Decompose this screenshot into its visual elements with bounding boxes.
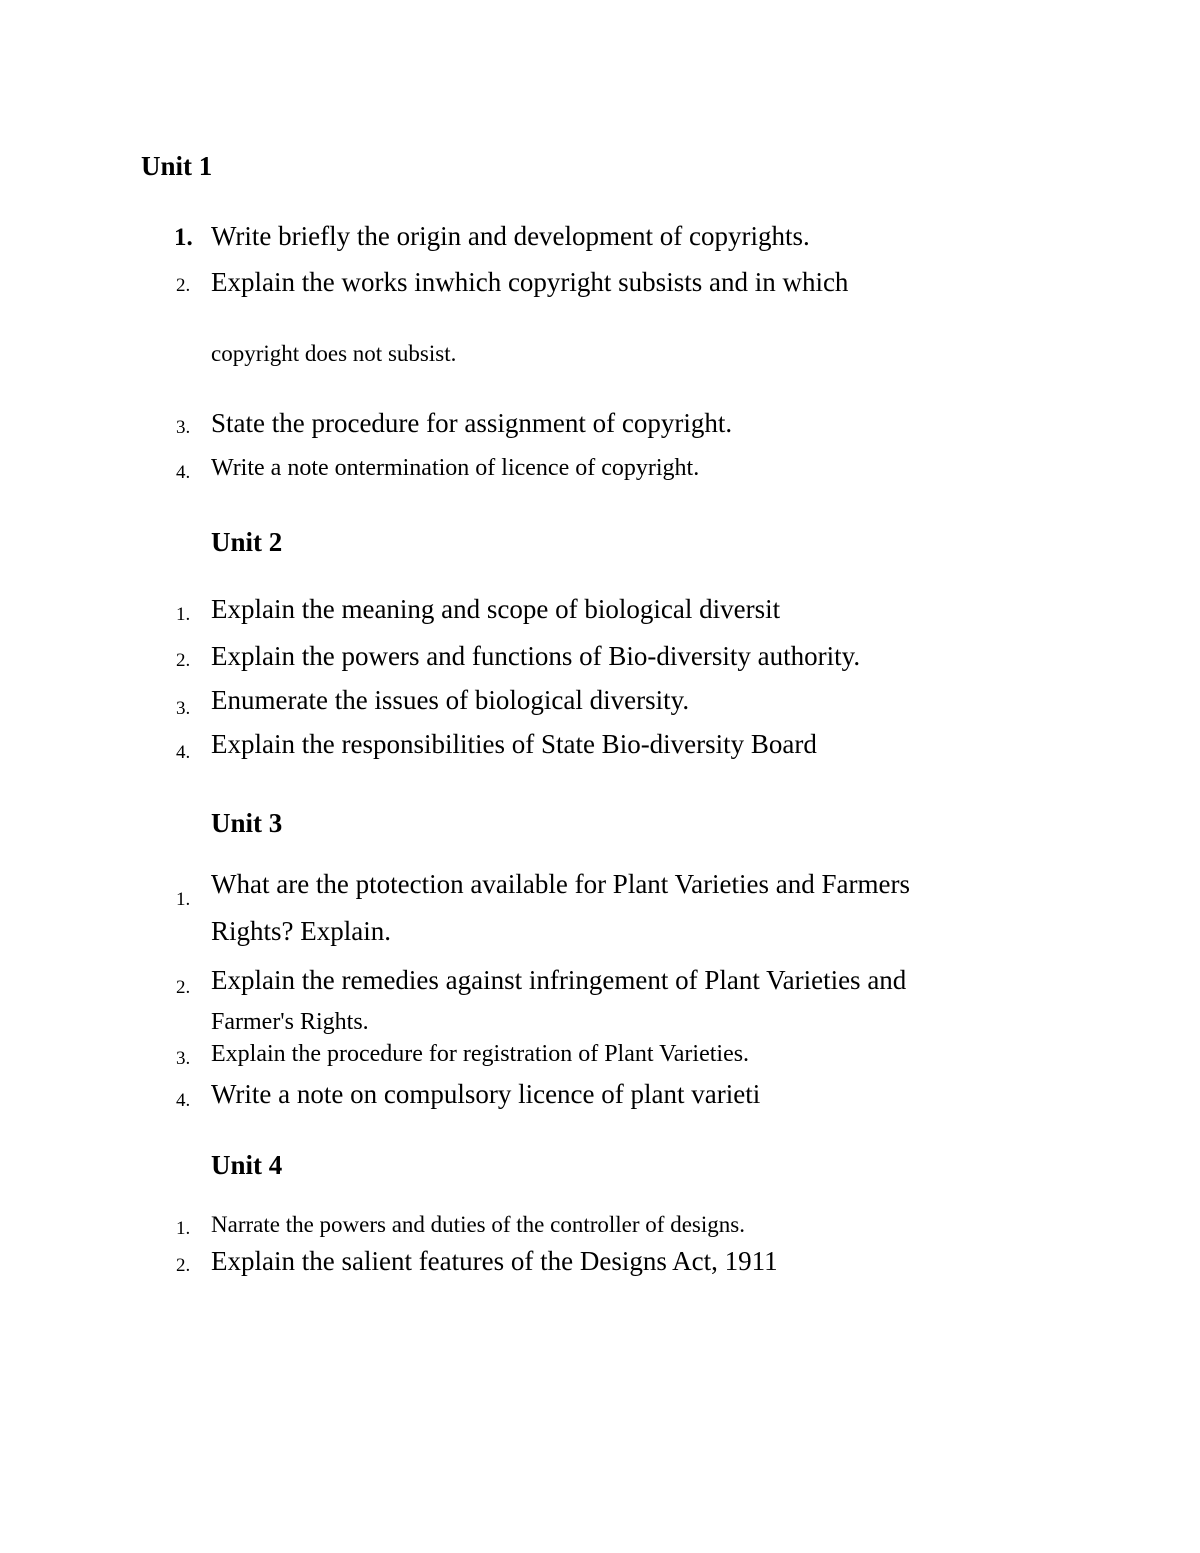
unit-4-q2-text: Explain the salient features of the Designs Act, 1911 xyxy=(211,1246,778,1276)
unit-2-q4-number: 4. xyxy=(176,742,191,763)
unit-3-q2-text-line-1: Explain the remedies against infringement of Plant Varieties and xyxy=(211,965,907,995)
unit-3-heading: Unit 3 xyxy=(211,808,283,838)
unit-4-q2-number: 2. xyxy=(176,1255,191,1276)
unit-2-q3-number: 3. xyxy=(176,698,191,719)
unit-4-heading: Unit 4 xyxy=(211,1150,283,1180)
unit-1-q4-number: 4. xyxy=(176,462,191,483)
unit-2-q3-text: Enumerate the issues of biological diversity. xyxy=(211,685,690,715)
unit-3-q4-text: Write a note on compulsory licence of plant varieti xyxy=(211,1079,761,1109)
unit-1-q1-text: Write briefly the origin and development of copyrights. xyxy=(211,221,810,251)
unit-3-q1-number: 1. xyxy=(176,889,191,910)
unit-2-heading: Unit 2 xyxy=(211,527,283,557)
unit-3-q3-number: 3. xyxy=(176,1048,191,1069)
unit-3-q1-text-line-1: What are the ptotection available for Plant Varieties and Farmers xyxy=(211,869,910,899)
unit-3-q4-number: 4. xyxy=(176,1090,191,1111)
unit-2-q1-number: 1. xyxy=(176,604,191,625)
unit-1-q2-text-line-2: copyright does not subsist. xyxy=(211,341,457,366)
unit-2-q1-text: Explain the meaning and scope of biological diversit xyxy=(211,594,781,624)
unit-1-q3-text: State the procedure for assignment of copyright. xyxy=(211,408,733,438)
unit-2-q4-text: Explain the responsibilities of State Bio-diversity Board xyxy=(211,729,817,759)
unit-4-q1-text: Narrate the powers and duties of the controller of designs. xyxy=(211,1212,745,1237)
unit-2-q2-text: Explain the powers and functions of Bio-diversity authority. xyxy=(211,641,861,671)
unit-1-q1-number: 1. xyxy=(174,224,193,251)
unit-2-q2-number: 2. xyxy=(176,650,191,671)
unit-3-q1-text-line-2: Rights? Explain. xyxy=(211,916,391,946)
unit-1-q4-text: Write a note ontermination of licence of copyright. xyxy=(211,455,700,481)
unit-3-q2-text-line-2: Farmer's Rights. xyxy=(211,1009,369,1035)
unit-1-q3-number: 3. xyxy=(176,417,191,438)
unit-1-q2-text-line-1: Explain the works inwhich copyright subsists and in which xyxy=(211,267,849,297)
unit-4-q1-number: 1. xyxy=(176,1218,191,1239)
unit-1-heading: Unit 1 xyxy=(141,151,213,181)
unit-3-q2-number: 2. xyxy=(176,977,191,998)
unit-3-q3-text: Explain the procedure for registration of Plant Varieties. xyxy=(211,1041,750,1067)
unit-1-q2-number: 2. xyxy=(176,275,191,296)
